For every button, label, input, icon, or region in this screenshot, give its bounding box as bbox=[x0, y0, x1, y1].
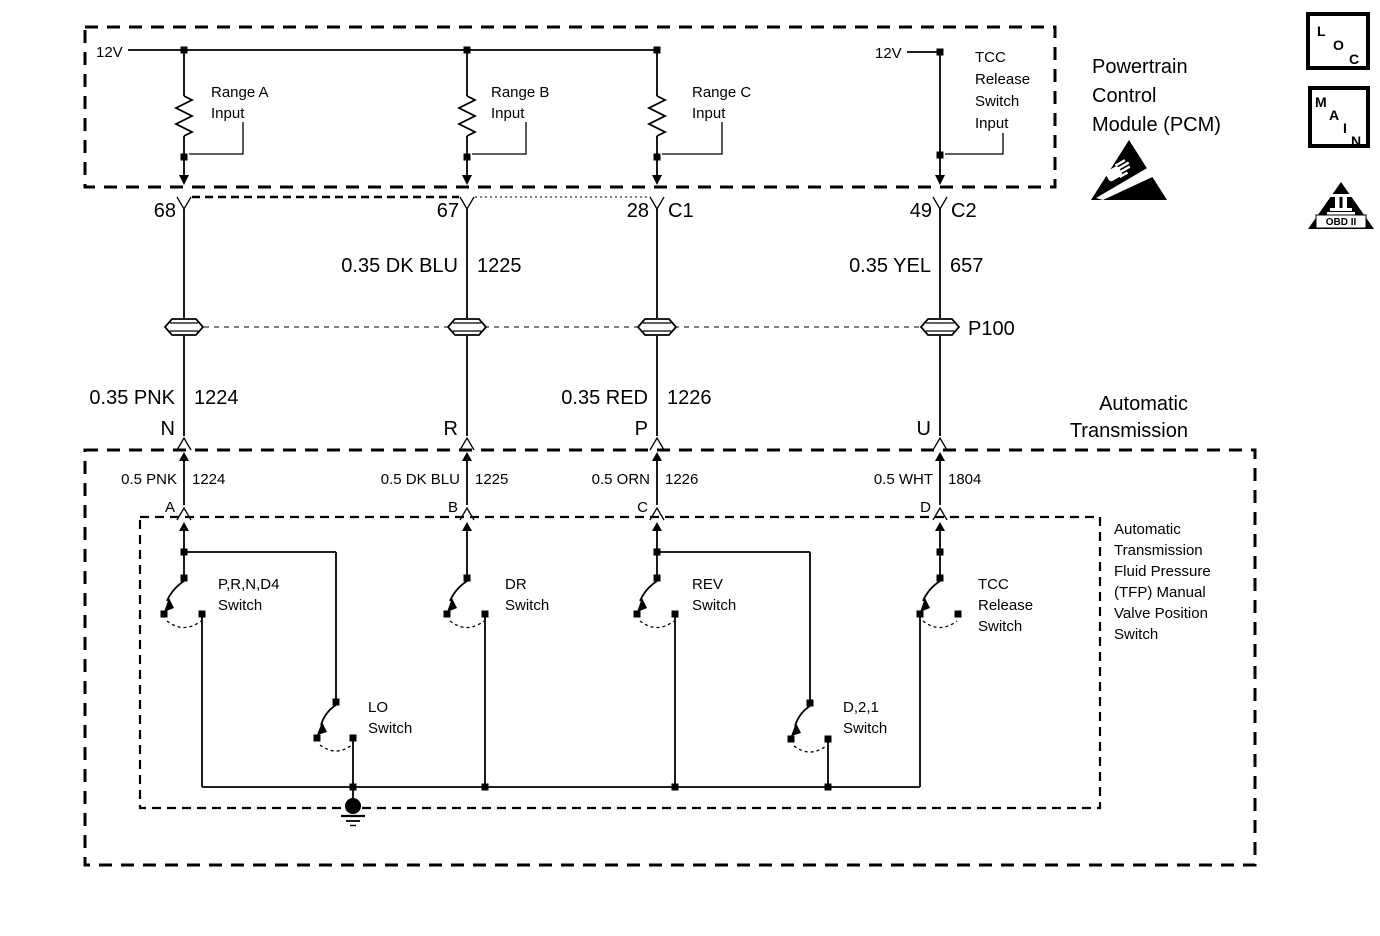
contact-dot bbox=[825, 736, 832, 743]
wire-label-05dkblu: 0.5 DK BLU bbox=[380, 471, 460, 488]
switch-blade bbox=[167, 581, 184, 601]
wire-circuit-1226b: 1226 bbox=[665, 471, 699, 488]
terminal-chevron-icon bbox=[650, 508, 664, 520]
pin-68-label: 68 bbox=[153, 200, 176, 222]
terminal-a-label: A bbox=[164, 499, 175, 516]
pcm-title-line-3: Module (PCM) bbox=[1092, 114, 1221, 136]
esd-warning-icon bbox=[1091, 140, 1167, 200]
contact-dot bbox=[314, 735, 321, 742]
junction-dot bbox=[482, 784, 489, 791]
badge-main[interactable] bbox=[1310, 88, 1368, 149]
wire-circuit-1225: 1225 bbox=[477, 255, 522, 277]
resistor-icon bbox=[649, 96, 665, 136]
label-bracket bbox=[662, 122, 722, 154]
connector-c1-label: C1 bbox=[668, 200, 694, 222]
wire-label-05pnk: 0.5 PNK bbox=[121, 471, 177, 488]
junction-dot bbox=[937, 575, 944, 582]
terminal-chevron-icon bbox=[460, 508, 474, 520]
resistor-icon bbox=[176, 96, 192, 136]
grommet-icon bbox=[448, 319, 486, 335]
blade-arrow-icon bbox=[164, 598, 174, 612]
contact-dot bbox=[482, 611, 489, 618]
range-b-input bbox=[459, 50, 549, 185]
down-arrow-icon bbox=[462, 175, 472, 185]
blade-arrow-icon bbox=[637, 598, 647, 612]
wire-circuit-1224b: 1224 bbox=[192, 471, 226, 488]
tfp-label: Automatic bbox=[1114, 521, 1181, 538]
switch-d21-label: D,2,1 bbox=[843, 699, 879, 716]
throw-arc bbox=[794, 746, 826, 752]
throw-arc bbox=[167, 621, 201, 628]
terminal-p-label: P bbox=[634, 418, 648, 440]
contact-dot bbox=[634, 611, 641, 618]
switch-lo-label-2: Switch bbox=[368, 720, 413, 737]
wire-label-dkblu: 0.35 DK BLU bbox=[341, 255, 458, 277]
range-c-label: Range C bbox=[692, 84, 752, 101]
contact-dot bbox=[444, 611, 451, 618]
switch-d21 bbox=[788, 699, 888, 787]
switch-rev bbox=[634, 522, 811, 787]
junction-dot bbox=[937, 549, 944, 556]
switch-dr bbox=[444, 522, 550, 787]
p100-label: P100 bbox=[968, 318, 1015, 340]
transmission-box bbox=[85, 450, 1255, 865]
contact-dot bbox=[350, 735, 357, 742]
switch-blade bbox=[321, 705, 336, 725]
ground-bus bbox=[202, 784, 920, 826]
junction-dot bbox=[181, 575, 188, 582]
tfp-label-6: Switch bbox=[1114, 626, 1159, 643]
grommet-icon bbox=[165, 319, 203, 335]
wire-circuit-657: 657 bbox=[950, 255, 984, 277]
junction-dot bbox=[654, 549, 661, 556]
terminal-d-label: D bbox=[920, 499, 931, 516]
pin-28-label: 28 bbox=[626, 200, 649, 222]
down-arrow-icon bbox=[935, 175, 945, 185]
p100-connector-row bbox=[165, 318, 1015, 340]
switch-blade bbox=[640, 581, 657, 601]
wire-circuit-1226: 1226 bbox=[667, 387, 712, 409]
loc-letter-c: C bbox=[1349, 51, 1360, 67]
supply-12v-label: 12V bbox=[96, 44, 123, 61]
contact-dot bbox=[672, 611, 679, 618]
junction-dot bbox=[181, 549, 188, 556]
ground-icon bbox=[341, 798, 365, 826]
blade-arrow-icon bbox=[791, 723, 801, 736]
terminal-chevron-icon bbox=[177, 508, 191, 520]
main-letter-n: N bbox=[1351, 133, 1362, 149]
switch-lo bbox=[314, 699, 413, 788]
pcm-title-line-2: Control bbox=[1092, 85, 1157, 107]
blade-arrow-icon bbox=[920, 598, 930, 612]
range-b-label-2: Input bbox=[491, 105, 525, 122]
supply-12v-label-2: 12V bbox=[875, 45, 902, 62]
switch-blade bbox=[795, 706, 810, 726]
range-c-input bbox=[649, 50, 751, 185]
switch-lo-label: LO bbox=[368, 699, 389, 716]
label-bracket bbox=[472, 122, 526, 154]
throw-arc bbox=[320, 745, 352, 751]
junction-dot bbox=[333, 699, 340, 706]
harness bbox=[89, 209, 1014, 450]
pcm-connector-row bbox=[154, 197, 977, 222]
terminal-b-label: B bbox=[447, 499, 458, 516]
tcc-input-label-4: Input bbox=[975, 115, 1009, 132]
range-b-label: Range B bbox=[491, 84, 550, 101]
wire-circuit-1225b: 1225 bbox=[475, 471, 509, 488]
contact-dot bbox=[917, 611, 924, 618]
terminal-chevron-icon bbox=[933, 508, 947, 520]
terminal-r-label: R bbox=[443, 418, 458, 440]
wire-label-05wht: 0.5 WHT bbox=[873, 471, 933, 488]
badge-loc[interactable] bbox=[1308, 14, 1368, 68]
grommet-icon bbox=[921, 319, 959, 335]
wire-label-05orn: 0.5 ORN bbox=[591, 471, 650, 488]
wire-circuit-1224: 1224 bbox=[194, 387, 239, 409]
tcc-release-input bbox=[875, 45, 1030, 185]
tfp-label-5: Valve Position bbox=[1114, 605, 1208, 622]
pin-fork-icon bbox=[460, 197, 474, 209]
junction-dot bbox=[672, 784, 679, 791]
switch-prnd4-label-2: Switch bbox=[218, 597, 263, 614]
switch-rev-label: REV bbox=[692, 576, 723, 593]
pcm-module bbox=[85, 27, 1221, 200]
label-bracket bbox=[945, 133, 1003, 154]
transmission-title: Automatic bbox=[1099, 393, 1188, 415]
switch-prnd4 bbox=[161, 522, 337, 787]
wire-label-red: 0.35 RED bbox=[561, 387, 648, 409]
pin-fork-icon bbox=[650, 197, 664, 209]
transmission bbox=[85, 393, 1255, 865]
grommet-icon bbox=[638, 319, 676, 335]
internal-lead-d bbox=[874, 452, 982, 520]
switch-d21-label-2: Switch bbox=[843, 720, 888, 737]
main-letter-i: I bbox=[1343, 120, 1347, 136]
tfp-box bbox=[140, 517, 1100, 808]
terminal-c-label: C bbox=[637, 499, 648, 516]
tfp-label-4: (TFP) Manual bbox=[1114, 584, 1206, 601]
badge-obd2[interactable] bbox=[1308, 182, 1374, 229]
terminal-n-label: N bbox=[160, 418, 175, 440]
pin-49-label: 49 bbox=[909, 200, 932, 222]
range-c-label-2: Input bbox=[692, 105, 726, 122]
blade-arrow-icon bbox=[447, 598, 457, 612]
contact-dot bbox=[199, 611, 206, 618]
terminal-u-label: U bbox=[916, 418, 931, 440]
switch-tcc-label-2: Release bbox=[978, 597, 1034, 614]
switch-tcc-label: TCC bbox=[978, 576, 1009, 593]
tfp-switch-assembly bbox=[140, 517, 1211, 826]
tcc-input-label-3: Switch bbox=[975, 93, 1020, 110]
terminal-chevron-icon bbox=[460, 438, 474, 450]
tcc-input-label-2: Release bbox=[975, 71, 1031, 88]
connector-c2-label: C2 bbox=[951, 200, 977, 222]
switch-blade bbox=[450, 581, 467, 601]
junction-dot bbox=[464, 575, 471, 582]
main-letter-m: M bbox=[1315, 94, 1327, 110]
label-bracket bbox=[189, 122, 243, 154]
switch-rev-label-2: Switch bbox=[692, 597, 737, 614]
contact-dot bbox=[955, 611, 962, 618]
throw-arc bbox=[450, 621, 484, 628]
pcm-title bbox=[1092, 56, 1221, 136]
switch-blade bbox=[923, 581, 940, 601]
switch-dr-label: DR bbox=[505, 576, 527, 593]
wire-label-yel: 0.35 YEL bbox=[849, 255, 931, 277]
contact-dot bbox=[161, 611, 168, 618]
tfp-label-3: Fluid Pressure bbox=[1114, 563, 1211, 580]
switch-tcc-release bbox=[917, 522, 1034, 787]
resistor-icon bbox=[459, 96, 475, 136]
switch-tcc-label-3: Switch bbox=[978, 618, 1023, 635]
junction-dot bbox=[654, 575, 661, 582]
junction-dot bbox=[807, 700, 814, 707]
blade-arrow-icon bbox=[317, 722, 327, 735]
down-arrow-icon bbox=[179, 175, 189, 185]
switch-prnd4-label: P,R,N,D4 bbox=[218, 576, 280, 593]
switch-dr-label-2: Switch bbox=[505, 597, 550, 614]
wire-label-pnk: 0.35 PNK bbox=[89, 387, 175, 409]
obd2-label: OBD II bbox=[1325, 217, 1357, 228]
tcc-input-label: TCC bbox=[975, 49, 1006, 66]
pin-fork-icon bbox=[177, 197, 191, 209]
contact-dot bbox=[788, 736, 795, 743]
main-letter-a: A bbox=[1329, 107, 1340, 123]
loc-letter-o: O bbox=[1333, 37, 1344, 53]
pin-fork-icon bbox=[933, 197, 947, 209]
throw-arc bbox=[640, 621, 674, 628]
range-a-label: Range A bbox=[211, 84, 269, 101]
junction-dot bbox=[825, 784, 832, 791]
terminal-chevron-icon bbox=[650, 438, 664, 450]
pcm-title-line: Powertrain bbox=[1092, 56, 1188, 78]
internal-lead-a bbox=[121, 452, 225, 520]
range-a-input bbox=[176, 50, 269, 185]
range-a-label-2: Input bbox=[211, 105, 245, 122]
throw-arc bbox=[923, 621, 957, 628]
internal-lead-c bbox=[592, 452, 699, 520]
wire-circuit-1804: 1804 bbox=[948, 471, 982, 488]
tfp-label-2: Transmission bbox=[1114, 542, 1203, 559]
terminal-chevron-icon bbox=[177, 438, 191, 450]
internal-lead-b bbox=[381, 452, 509, 520]
down-arrow-icon bbox=[652, 175, 662, 185]
terminal-chevron-icon bbox=[933, 438, 947, 450]
pin-67-label: 67 bbox=[436, 200, 459, 222]
loc-letter-l: L bbox=[1317, 23, 1326, 39]
transmission-title-2: Transmission bbox=[1069, 420, 1188, 442]
supply-bus bbox=[96, 44, 661, 61]
